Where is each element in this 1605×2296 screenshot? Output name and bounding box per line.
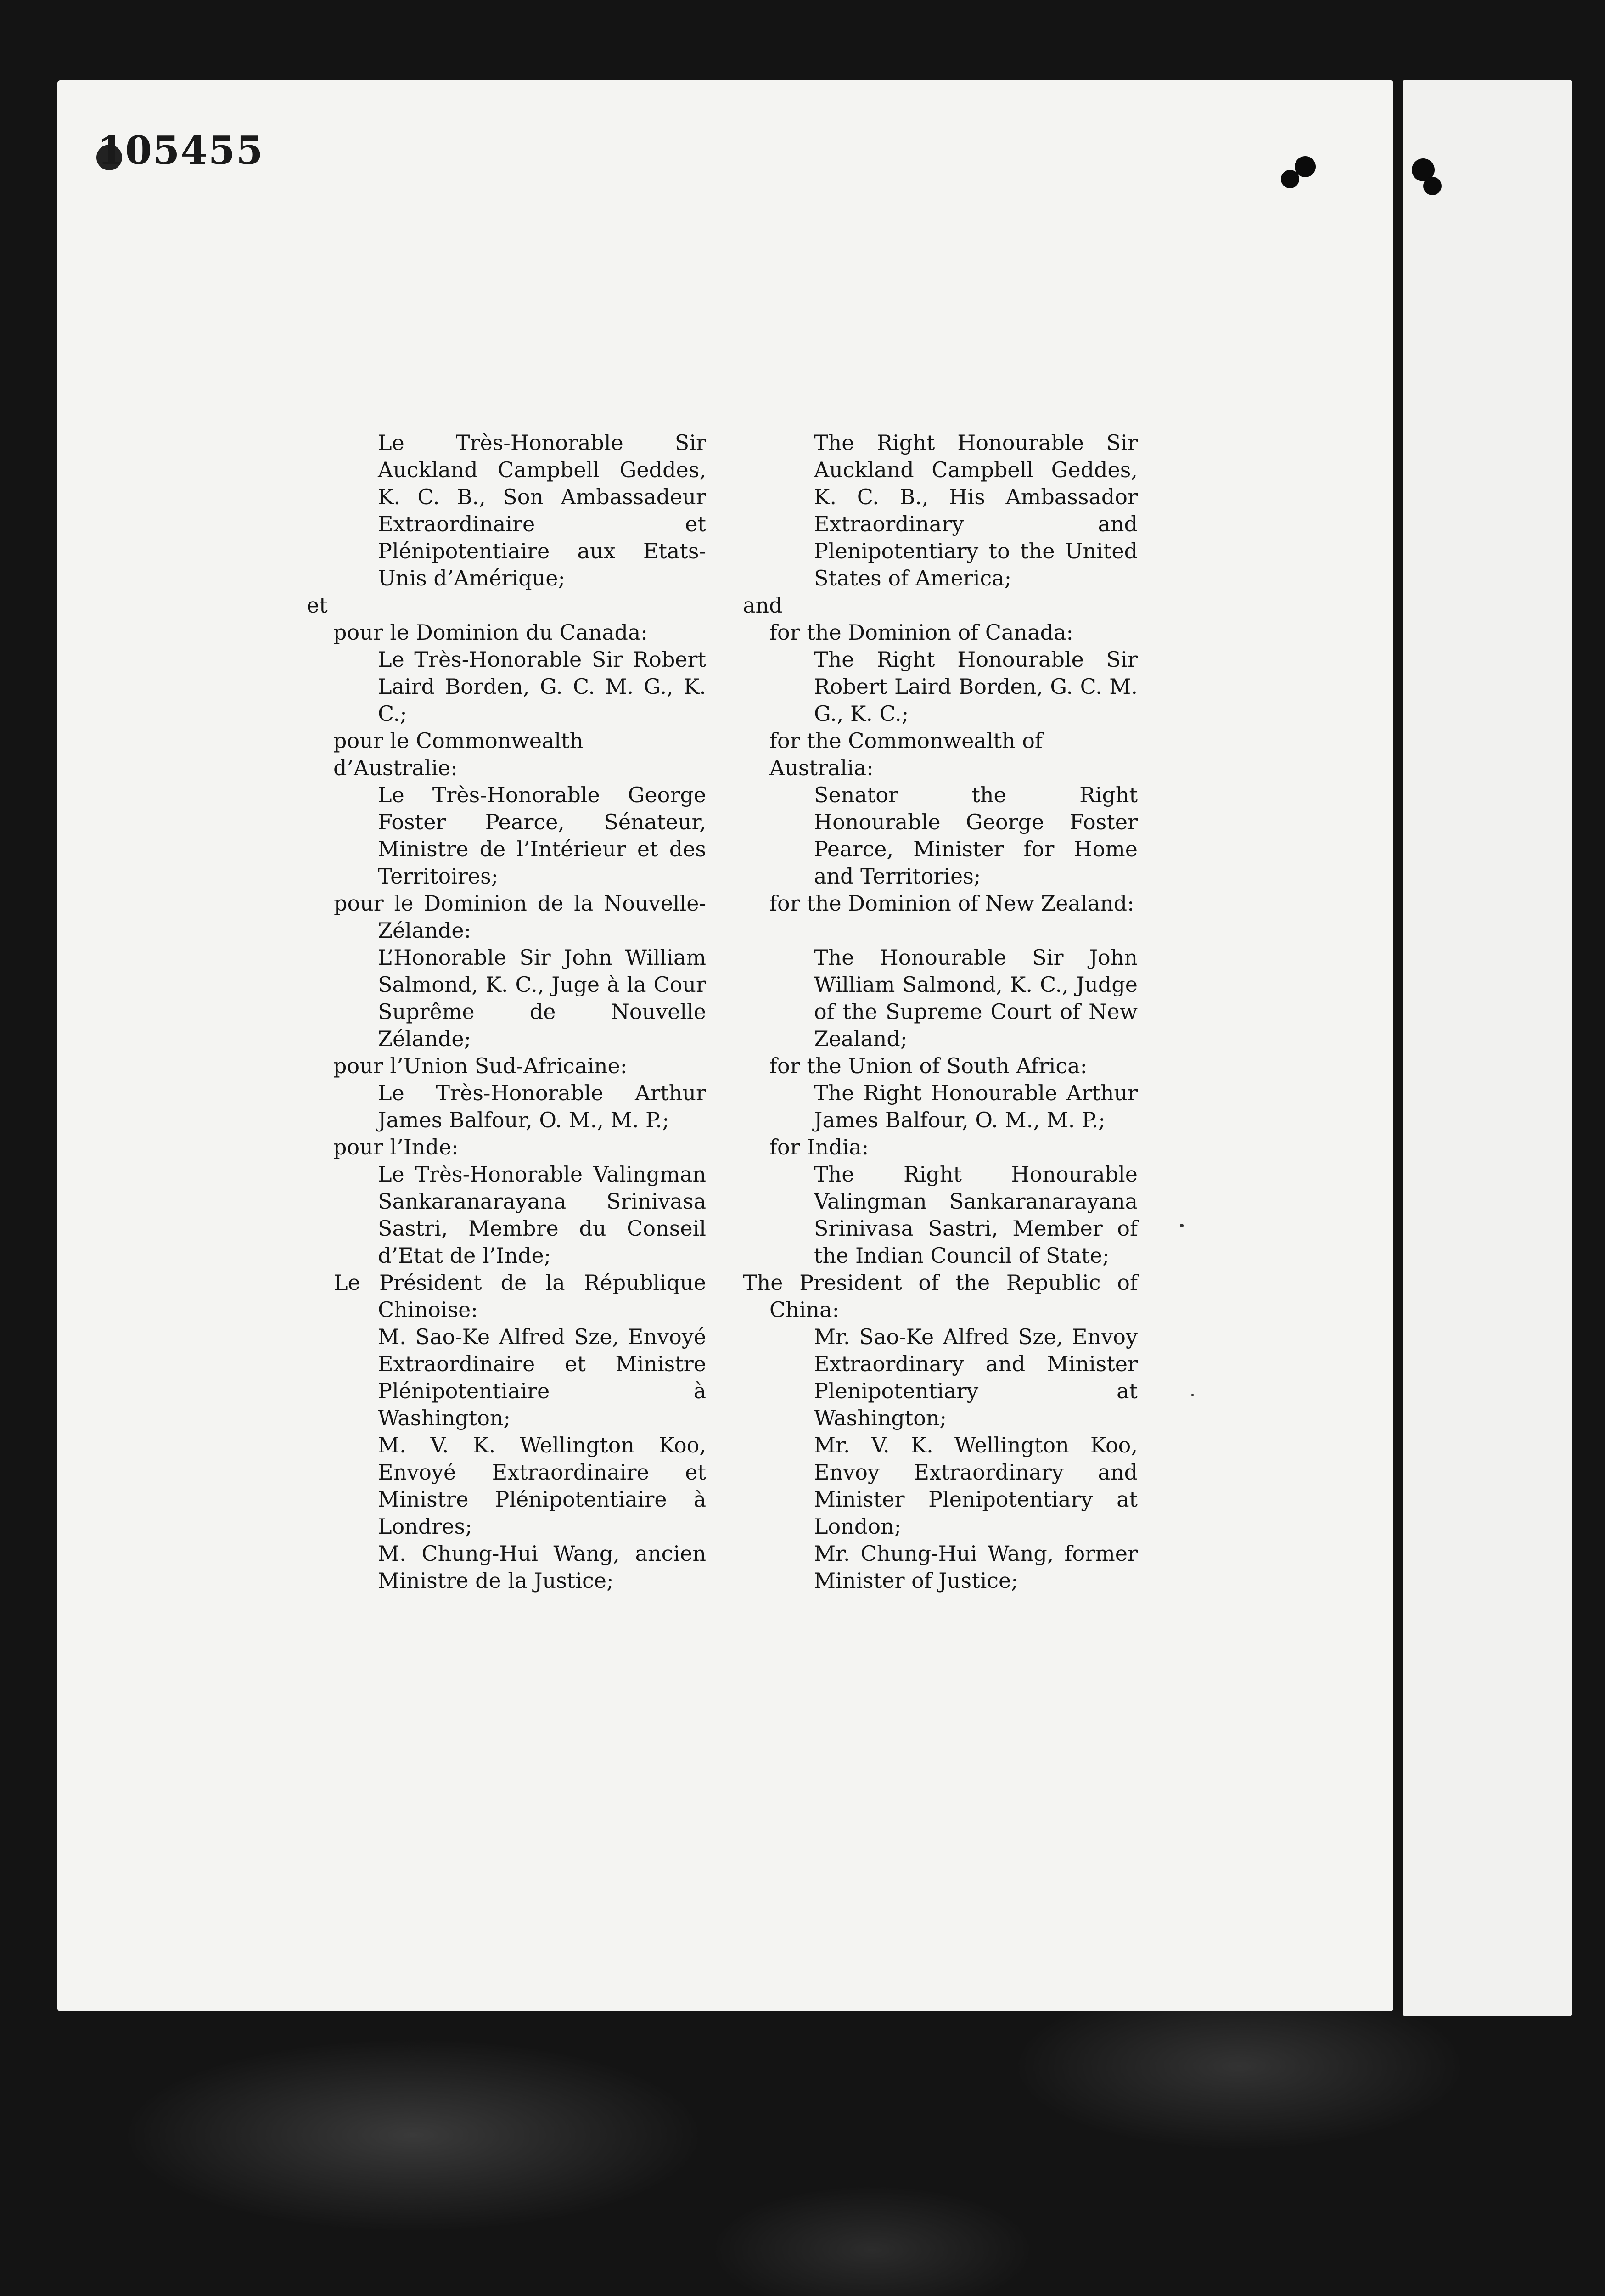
text-entry: M. Sao-Ke Alfred Sze, Envoyé Extraordinaire et Ministre Plénipotentiaire à Washington; (378, 1324, 706, 1430)
text-entry: pour le Dominion de la Nouvelle-Zélande: (334, 891, 706, 943)
text-entry: L’Honorable Sir John William Salmond, K. C., Juge à la Cour Suprême de Nouvelle Zélande; (378, 945, 706, 1051)
text-entry: Mr. V. K. Wellington Koo, Envoy Extraordinary and Minister Plenipotentiary at London; (814, 1433, 1138, 1539)
english-text-column (743, 429, 1138, 1594)
text-entry: Le Très-Honorable Sir Robert Laird Borden, G. C. M. G., K. C.; (378, 647, 706, 726)
adjacent-page-edge (1403, 80, 1572, 2016)
text-entry: Mr. Chung-Hui Wang, former Minister of Justice; (814, 1541, 1138, 1593)
text-entry (743, 917, 1138, 944)
text-entry: M. V. K. Wellington Koo, Envoyé Extraordinaire et Ministre Plénipotentiaire à Londres; (378, 1433, 706, 1539)
text-entry: Le Très-Honorable Arthur James Balfour, O. M., M. P.; (378, 1080, 706, 1132)
text-entry: The Honourable Sir John William Salmond, K. C., Judge of the Supreme Court of New Zealand; (814, 945, 1138, 1051)
text-entry: for the Union of South Africa: (769, 1053, 1088, 1078)
text-entry: Le Président de la République Chinoise: (334, 1270, 706, 1322)
text-entry: M. Chung-Hui Wang, ancien Ministre de la Justice; (378, 1541, 706, 1593)
text-entry: for the Dominion of New Zealand: (769, 891, 1134, 916)
text-entry: The Right Honourable Sir Auckland Campbell Geddes, K. C. B., His Ambassador Extraordinary and Plenipotentiary to the United States of America; (814, 430, 1138, 591)
text-entry: Senator the Right Honourable George Foster Pearce, Minister for Home and Territories; (814, 782, 1138, 889)
french-text-column (307, 429, 706, 1594)
text-entry: The Right Honourable Valingman Sankaranarayana Srinivasa Sastri, Member of the Indian Council of State; (814, 1162, 1138, 1268)
text-entry: for the Commonwealth of Australia: (769, 728, 1043, 780)
text-entry: et (307, 593, 328, 618)
text-entry: and (743, 593, 783, 618)
punch-hole (1423, 177, 1442, 195)
text-entry: The Right Honourable Sir Robert Laird Borden, G. C. M. G., K. C.; (814, 647, 1138, 726)
text-entry: for the Dominion of Canada: (769, 620, 1073, 645)
document-page (57, 80, 1393, 2011)
text-entry: pour le Commonwealth d’Australie: (333, 728, 584, 780)
text-entry: Le Très-Honorable Valingman Sankaranarayana Srinivasa Sastri, Membre du Conseil d’Etat de l’Inde; (378, 1162, 706, 1268)
text-entry: The Right Honourable Arthur James Balfour, O. M., M. P.; (814, 1080, 1138, 1132)
text-entry: pour l’Inde: (333, 1135, 459, 1159)
punch-hole (1281, 170, 1299, 188)
text-entry: The President of the Republic of China: (743, 1270, 1138, 1322)
text-entry: for India: (769, 1135, 869, 1159)
archive-stamp-number: 105455 (97, 128, 264, 173)
speck (1180, 1224, 1184, 1227)
text-entry: pour le Dominion du Canada: (333, 620, 648, 645)
text-entry: Le Très-Honorable Sir Auckland Campbell Geddes, K. C. B., Son Ambassadeur Extraordinaire et Plénipotentiaire aux Etats-Unis d’Amérique; (378, 430, 706, 591)
text-entry: Mr. Sao-Ke Alfred Sze, Envoy Extraordinary and Minister Plenipotentiary at Washington; (814, 1324, 1138, 1430)
speck (1191, 1394, 1194, 1396)
text-entry: Le Très-Honorable George Foster Pearce, Sénateur, Ministre de l’Intérieur et des Territoires; (378, 782, 706, 889)
text-entry: pour l’Union Sud-Africaine: (333, 1053, 628, 1078)
